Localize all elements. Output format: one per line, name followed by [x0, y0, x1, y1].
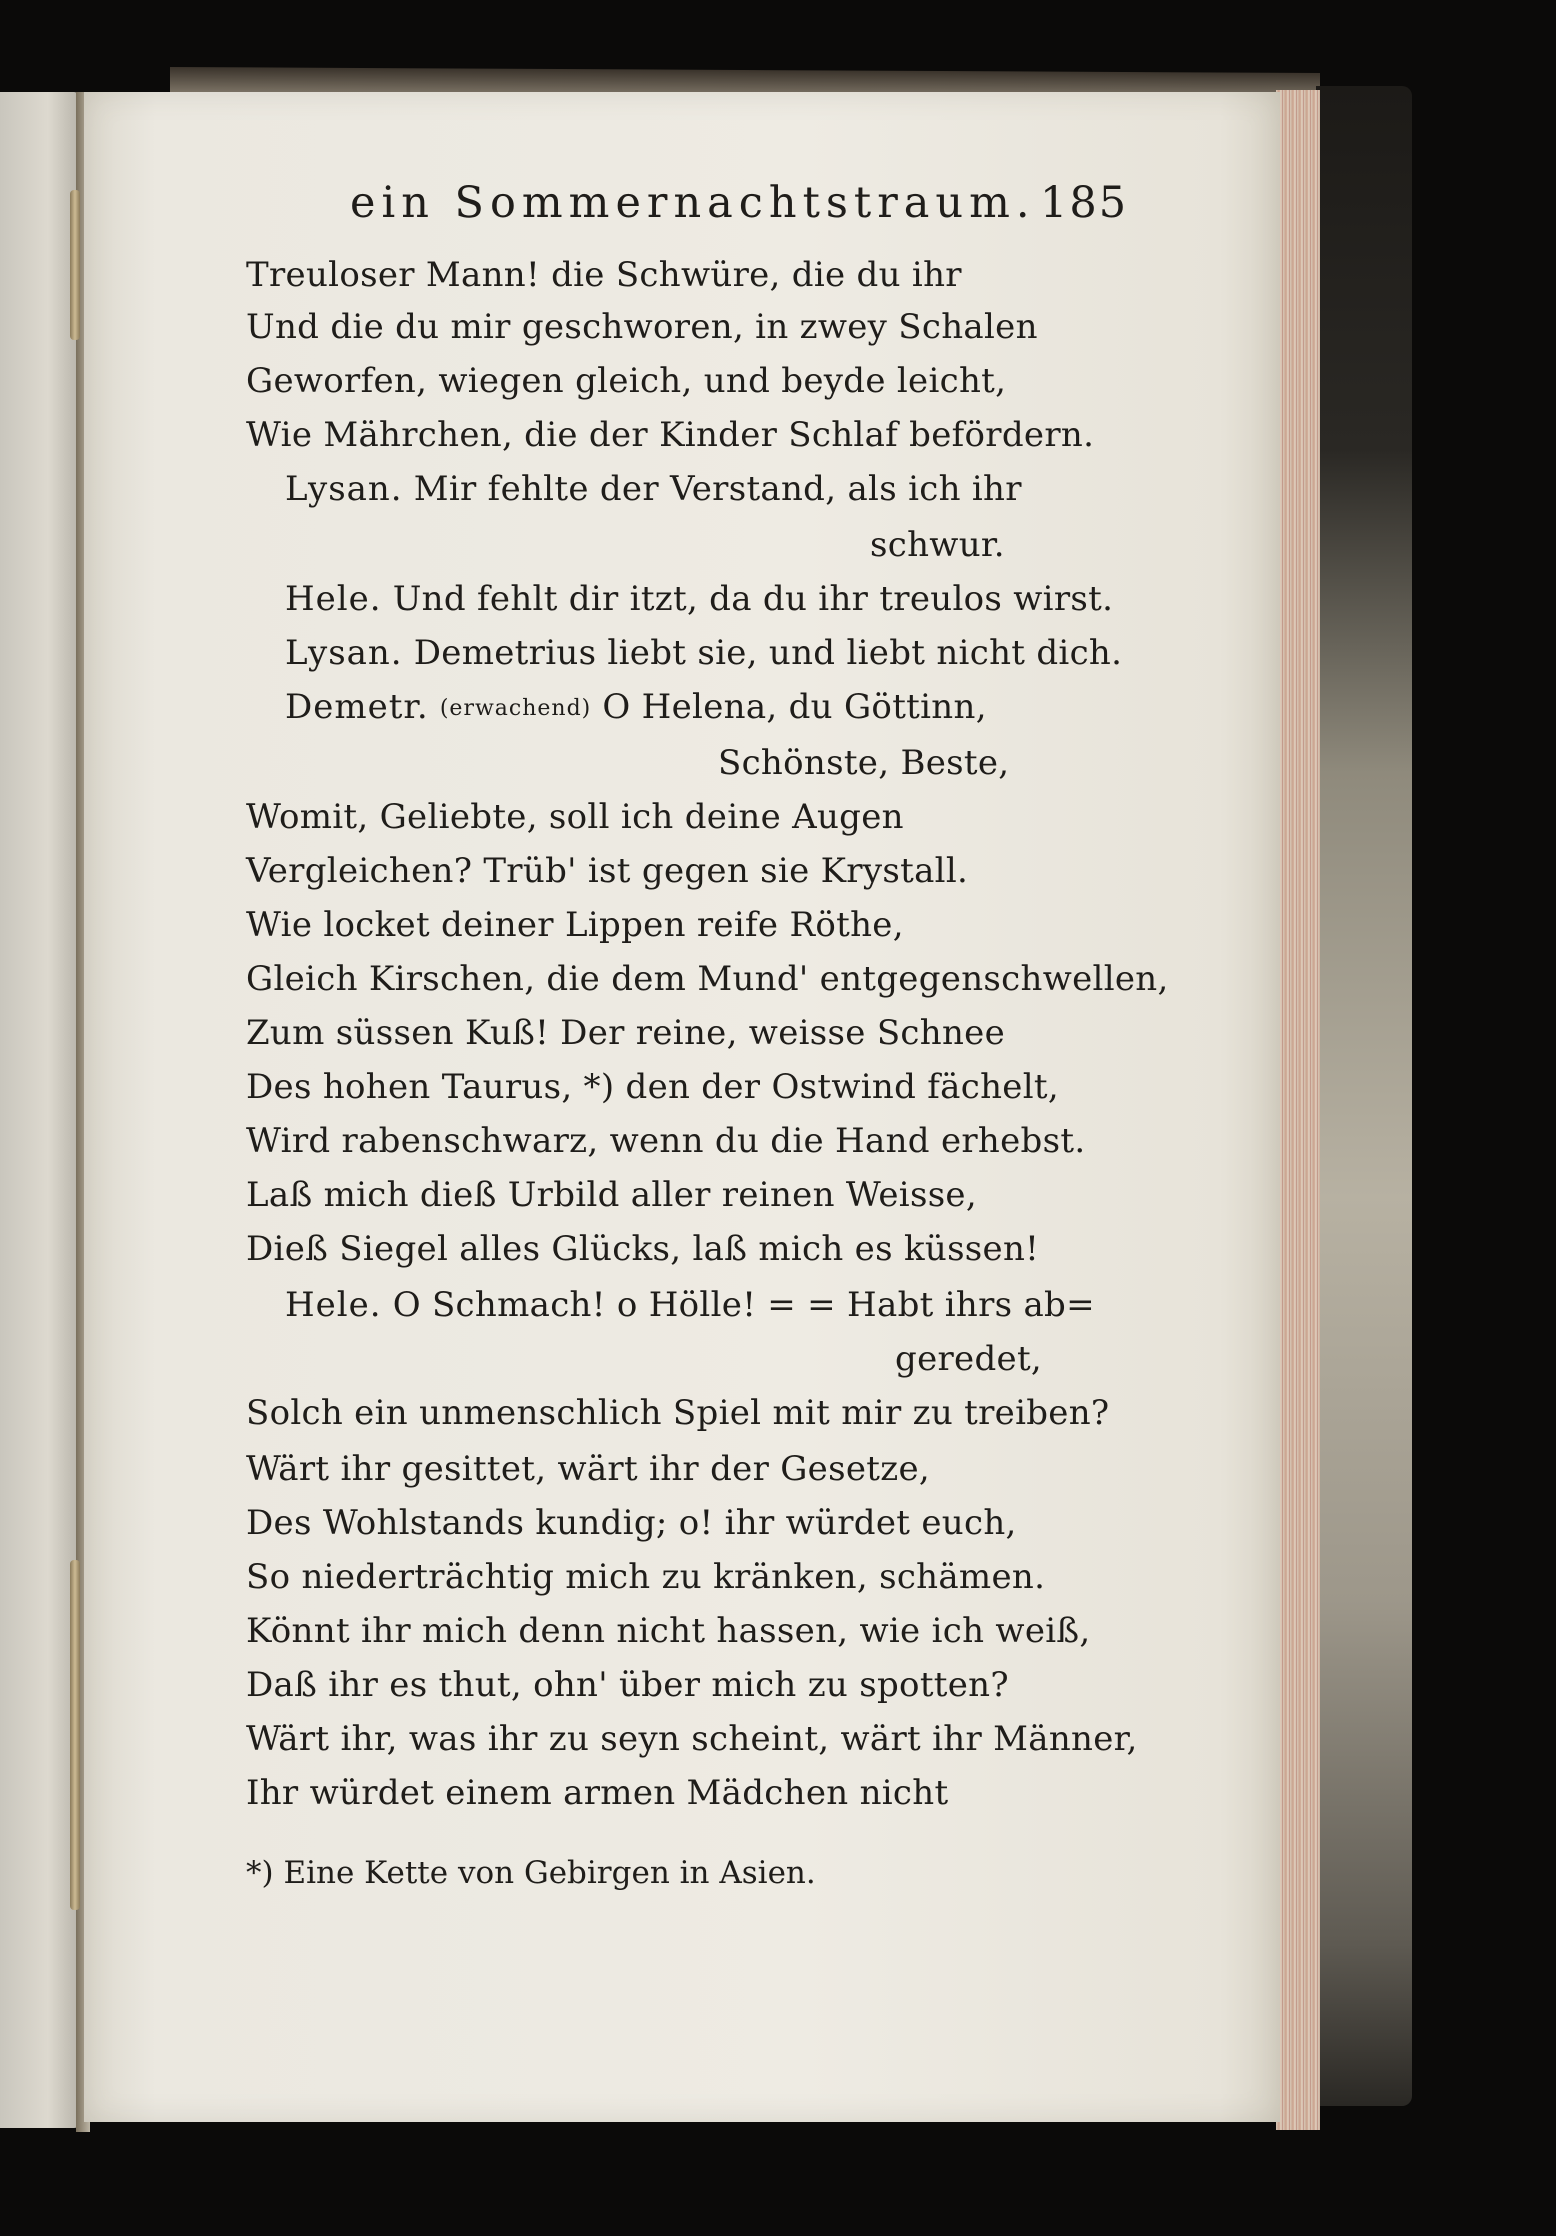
book-cover [1316, 86, 1412, 2106]
stage-direction: (erwachend) [439, 696, 592, 721]
verse-line: So niederträchtig mich zu kränken, schämen. [246, 1557, 1046, 1597]
verse-line: Wie locket deiner Lippen reife Röthe, [246, 905, 904, 945]
footnote: *) Eine Kette von Gebirgen in Asien. [246, 1855, 816, 1891]
verse-line: Gleich Kirschen, die dem Mund' entgegenschwellen, [246, 959, 1169, 999]
verse-line: Solch ein unmenschlich Spiel mit mir zu treiben? [246, 1393, 1110, 1433]
verse-line: Laß mich dieß Urbild aller reinen Weisse, [246, 1175, 977, 1215]
verse-line: Des Wohlstands kundig; o! ihr würdet euch, [246, 1503, 1017, 1543]
verse-line: Wärt ihr, was ihr zu seyn scheint, wärt ihr Männer, [246, 1719, 1138, 1759]
verse-line: Daß ihr es thut, ohn' über mich zu spotten? [246, 1665, 1009, 1705]
verse-line [285, 579, 1114, 619]
verse-line: Wird rabenschwarz, wenn du die Hand erhebst. [246, 1121, 1086, 1161]
verse-line: Vergleichen? Trüb' ist gegen sie Krystall. [246, 851, 969, 891]
verse-line: Dieß Siegel alles Glücks, laß mich es küssen! [246, 1229, 1040, 1269]
verse-line: Wärt ihr gesittet, wärt ihr der Gesetze, [246, 1449, 930, 1489]
verse-line: geredet, [895, 1339, 1043, 1379]
speaker-name: Hele. [285, 579, 382, 619]
speech-text: O Helena, du Göttinn, [602, 687, 987, 727]
verse-line: Womit, Geliebte, soll ich deine Augen [246, 797, 904, 837]
verse-line: schwur. [870, 525, 1005, 565]
binding-thread [70, 190, 80, 340]
running-title: ein Sommernachtstraum. [350, 178, 1036, 228]
speaker-name: Lysan. [285, 469, 403, 509]
verse-line: Zum süssen Kuß! Der reine, weisse Schnee [246, 1013, 1005, 1053]
verse-line [285, 469, 1022, 509]
speech-text: O Schmach! o Hölle! = = Habt ihrs ab= [392, 1285, 1095, 1325]
verse-line: Könnt ihr mich denn nicht hassen, wie ich weiß, [246, 1611, 1091, 1651]
verse-line [285, 633, 1123, 673]
speaker-name: Lysan. [285, 633, 403, 673]
verse-line: Und die du mir geschworen, in zwey Schalen [246, 307, 1038, 347]
left-page [0, 92, 80, 2128]
speech-text: Mir fehlte der Verstand, als ich ihr [413, 469, 1022, 509]
verse-line: Wie Mährchen, die der Kinder Schlaf befördern. [246, 415, 1095, 455]
verse-line [285, 687, 987, 727]
speech-text: Demetrius liebt sie, und liebt nicht dich. [413, 633, 1123, 673]
verse-line [285, 1285, 1095, 1325]
verse-line: Treuloser Mann! die Schwüre, die du ihr [246, 255, 962, 295]
speaker-name: Demetr. [285, 687, 429, 727]
speaker-name: Hele. [285, 1285, 382, 1325]
verse-line: Geworfen, wiegen gleich, und beyde leicht, [246, 361, 1007, 401]
page-number: 185 [1040, 178, 1129, 228]
binding-thread [70, 1560, 80, 1910]
page-edge [1276, 90, 1320, 2130]
verse-line: Ihr würdet einem armen Mädchen nicht [246, 1773, 949, 1813]
verse-line: Schönste, Beste, [718, 743, 1010, 783]
verse-line: Des hohen Taurus, *) den der Ostwind fächelt, [246, 1067, 1059, 1107]
speech-text: Und fehlt dir itzt, da du ihr treulos wirst. [392, 579, 1114, 619]
